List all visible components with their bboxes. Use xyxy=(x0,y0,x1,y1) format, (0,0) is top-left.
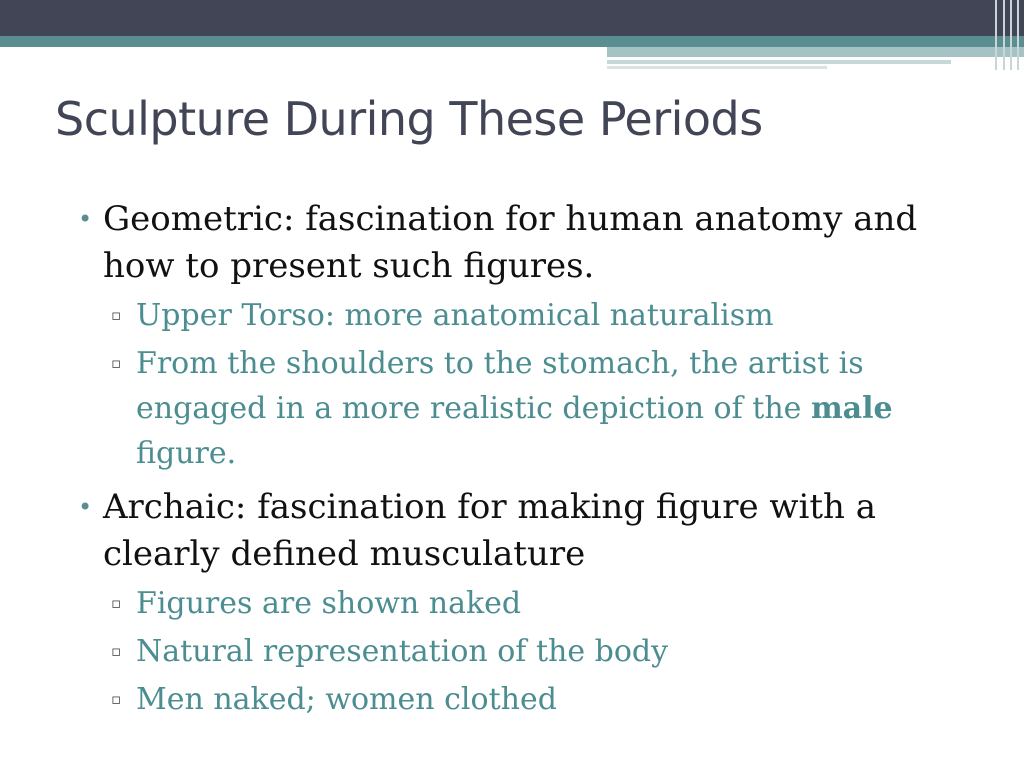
sub-bullet-text: Figures are shown naked xyxy=(136,586,522,621)
square-bullet-icon: ▫ xyxy=(111,354,122,372)
square-bullet-icon: ▫ xyxy=(111,690,122,708)
bullet-dot-icon: • xyxy=(78,493,93,521)
sub-bullet-naked xyxy=(111,581,978,626)
square-bullet-icon: ▫ xyxy=(111,306,122,324)
square-bullet-icon: ▫ xyxy=(111,594,122,612)
bullet-text: Archaic: fascination for making figure with a clearly defined musculature xyxy=(103,487,877,574)
header-deco-stripe xyxy=(1003,0,1005,70)
slide-title: Sculpture During These Periods xyxy=(55,92,763,146)
sub-bullet-text-end: figure. xyxy=(136,436,237,471)
header-deco-line xyxy=(607,60,951,64)
bullet-dot-icon: • xyxy=(78,205,93,233)
bullet-text: Geometric: fascination for human anatomy and how to present such figures. xyxy=(103,199,918,286)
header-deco-stripe xyxy=(1017,0,1019,70)
sub-bullet-natural xyxy=(111,629,978,674)
bullet-geometric xyxy=(78,196,978,290)
header-deco-stripe xyxy=(995,0,997,70)
sub-bullet-text: Men naked; women clothed xyxy=(136,682,557,717)
square-bullet-icon: ▫ xyxy=(111,642,122,660)
header-deco-line xyxy=(607,66,827,69)
sub-bullet-text: Upper Torso: more anatomical naturalism xyxy=(136,298,774,333)
header-band xyxy=(0,0,1024,36)
bullet-archaic xyxy=(78,484,978,578)
header-accent-band xyxy=(0,36,1024,47)
sub-bullet-men-women xyxy=(111,677,978,722)
sub-bullet-shoulders xyxy=(111,341,978,476)
header-deco-stripe xyxy=(1010,0,1012,70)
header-deco-line xyxy=(607,47,1024,57)
sub-bullet-bold-word: male xyxy=(810,391,893,426)
sub-bullet-upper-torso xyxy=(111,293,978,338)
sub-bullet-text: From the shoulders to the stomach, the artist is engaged in a more realistic depiction of the xyxy=(136,346,864,426)
slide-body xyxy=(78,196,978,722)
sub-bullet-text: Natural representation of the body xyxy=(136,634,669,669)
